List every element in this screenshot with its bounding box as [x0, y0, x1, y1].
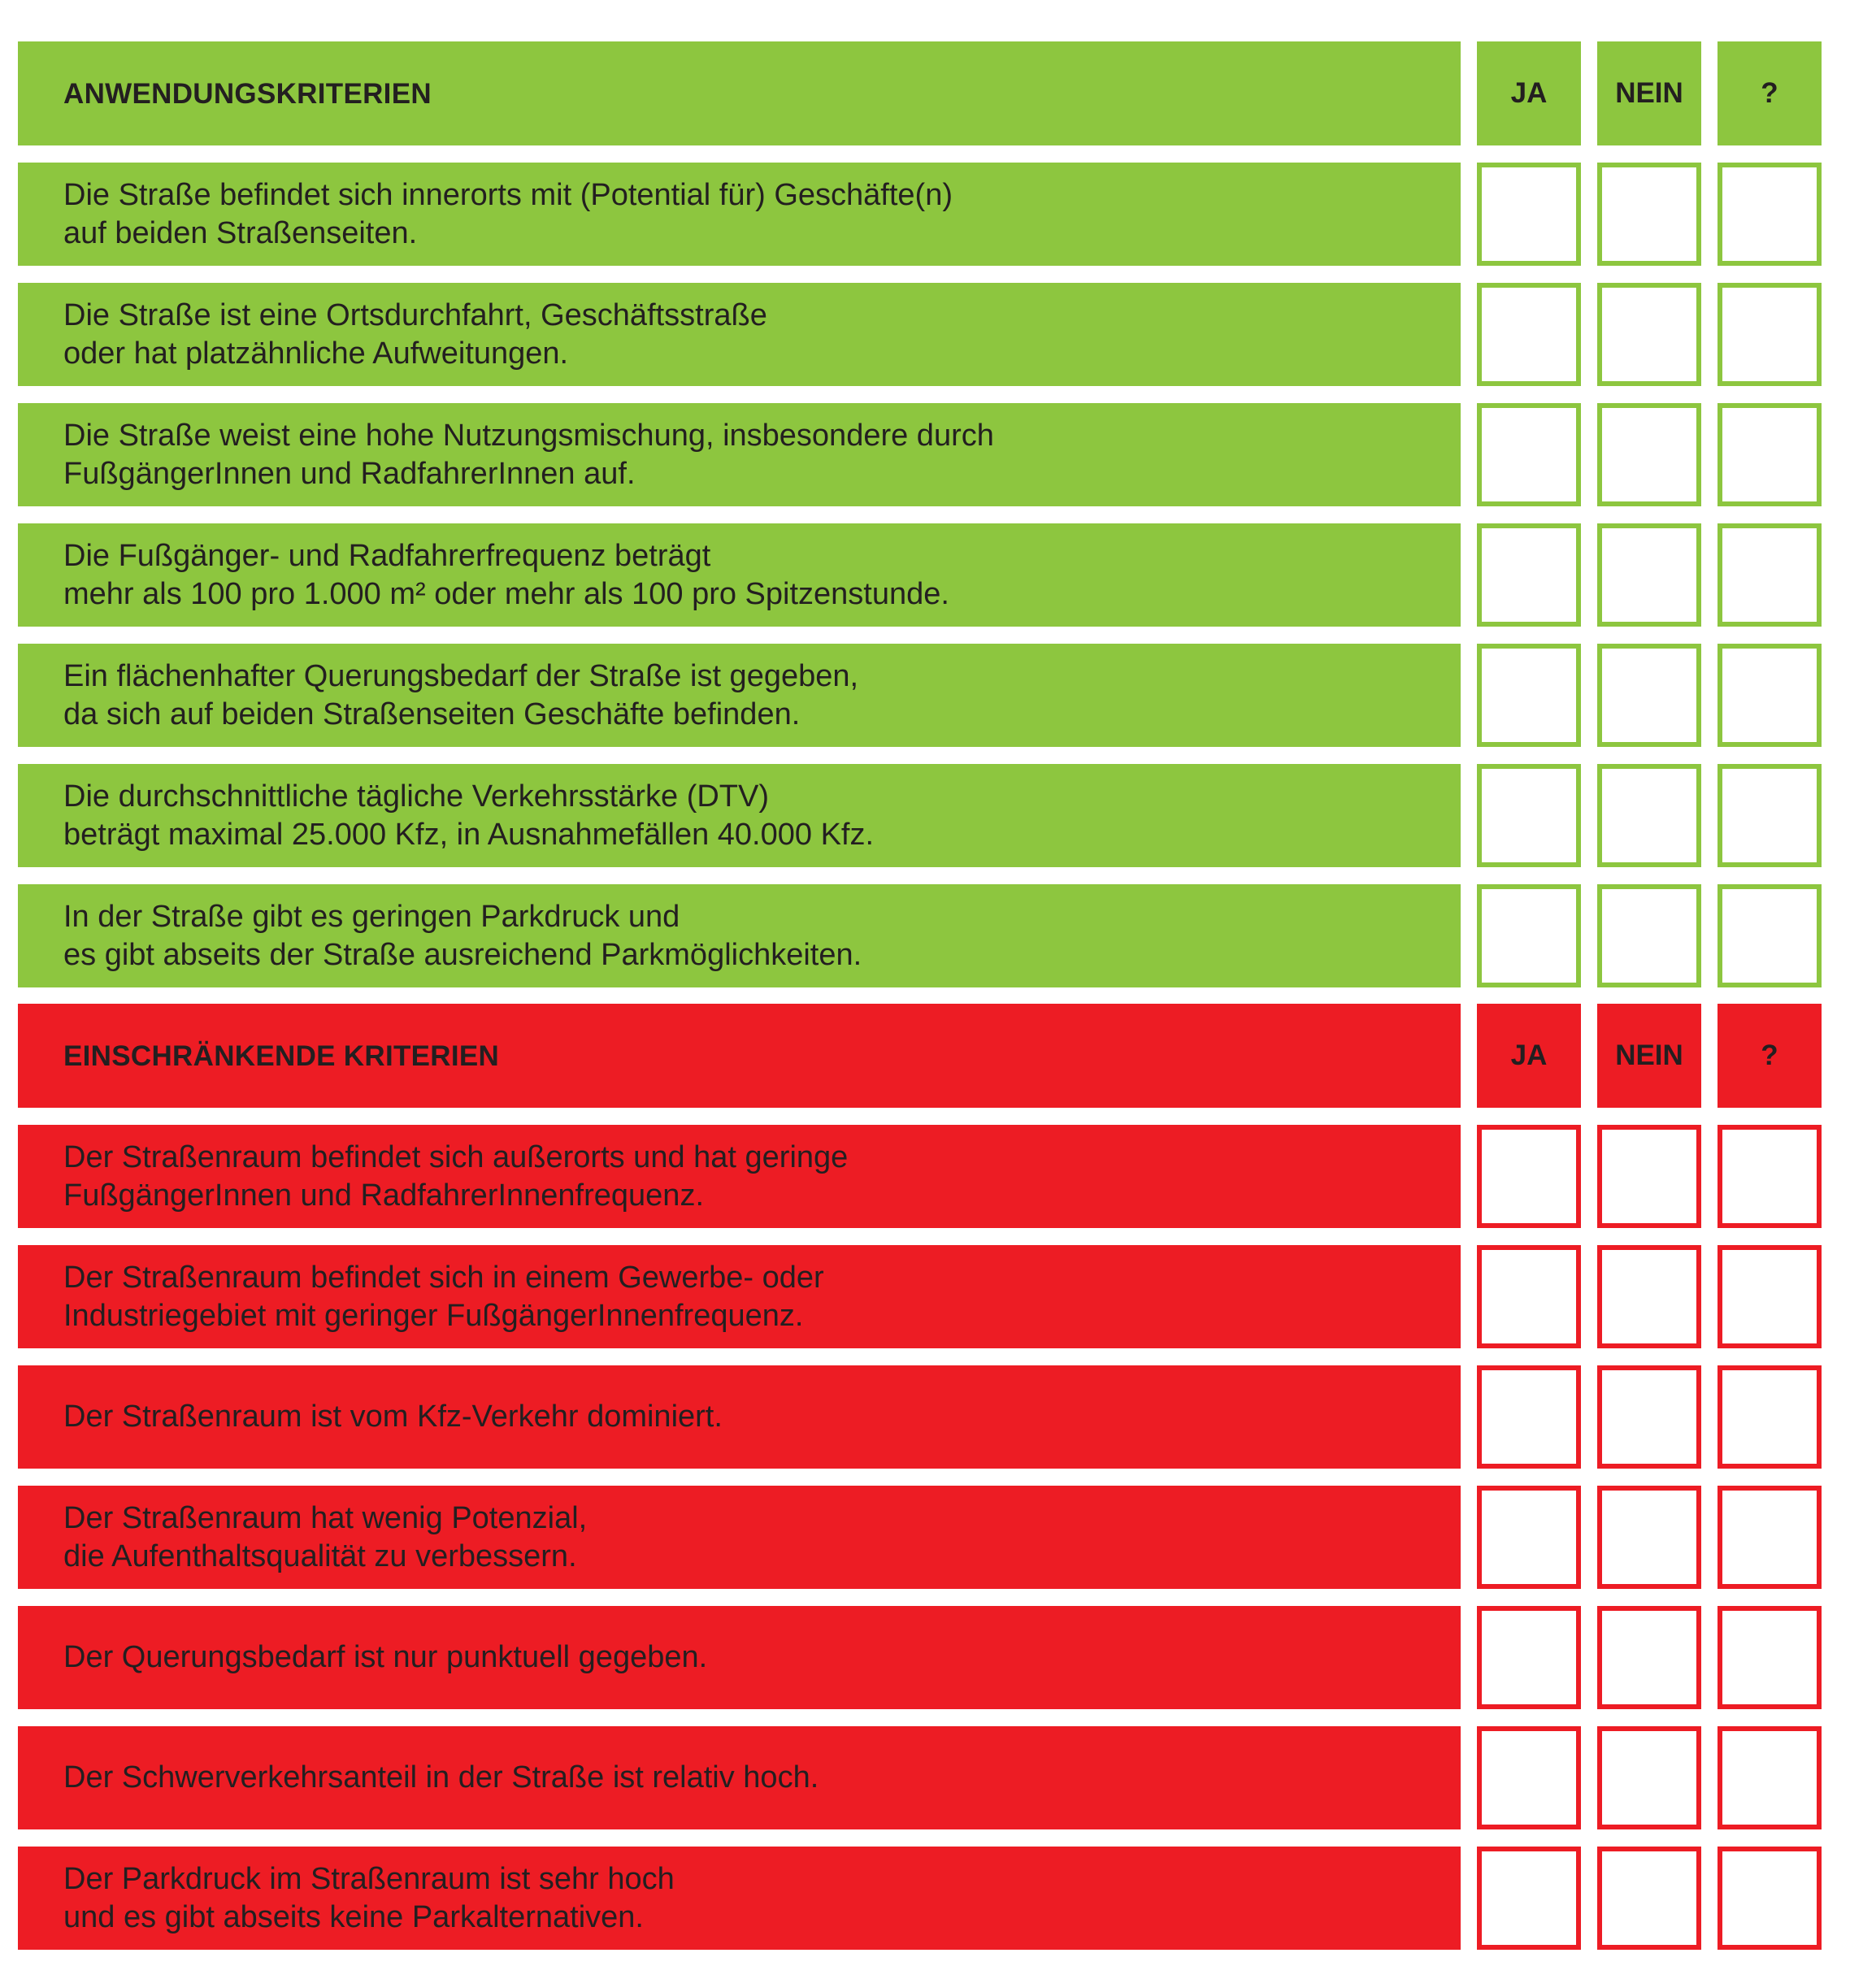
criterion-row	[18, 1726, 1824, 1829]
checkbox-nein[interactable]	[1597, 1245, 1701, 1348]
column-header-ja: JA	[1477, 41, 1581, 145]
criterion-row	[18, 1365, 1824, 1469]
column-header-unknown: ?	[1717, 41, 1822, 145]
column-header-ja: JA	[1477, 1004, 1581, 1108]
checkbox-unknown[interactable]	[1717, 884, 1822, 987]
checkbox-nein[interactable]	[1597, 1486, 1701, 1589]
column-header-unknown: ?	[1717, 1004, 1822, 1108]
checkbox-ja[interactable]	[1477, 764, 1581, 867]
checkbox-ja[interactable]	[1477, 1726, 1581, 1829]
criterion-label: Die durchschnittliche tägliche Verkehrsstärke (DTV) beträgt maximal 25.000 Kfz, in Ausnahmefällen 40.000 Kfz.	[18, 764, 1461, 867]
section-title: ANWENDUNGSKRITERIEN	[18, 41, 1461, 145]
checkbox-nein[interactable]	[1597, 1847, 1701, 1950]
criterion-row	[18, 1125, 1824, 1228]
checkbox-nein[interactable]	[1597, 764, 1701, 867]
criterion-label: In der Straße gibt es geringen Parkdruck und es gibt abseits der Straße ausreichend Parkmöglichkeiten.	[18, 884, 1461, 987]
checkbox-ja[interactable]	[1477, 1125, 1581, 1228]
criterion-row	[18, 1847, 1824, 1950]
checkbox-ja[interactable]	[1477, 1365, 1581, 1469]
checkbox-ja[interactable]	[1477, 163, 1581, 266]
checkbox-unknown[interactable]	[1717, 1486, 1822, 1589]
checkbox-ja[interactable]	[1477, 1245, 1581, 1348]
checkbox-ja[interactable]	[1477, 1606, 1581, 1709]
checkbox-ja[interactable]	[1477, 283, 1581, 386]
criterion-row	[18, 403, 1824, 506]
checkbox-nein[interactable]	[1597, 403, 1701, 506]
checkbox-unknown[interactable]	[1717, 1726, 1822, 1829]
section-anwendungskriterien	[18, 41, 1824, 1005]
section-title: EINSCHRÄNKENDE KRITERIEN	[18, 1004, 1461, 1108]
checkbox-unknown[interactable]	[1717, 1847, 1822, 1950]
column-header-nein: NEIN	[1597, 41, 1701, 145]
criterion-label: Die Straße weist eine hohe Nutzungsmischung, insbesondere durch FußgängerInnen und RadfahrerInnen auf.	[18, 403, 1461, 506]
checkbox-unknown[interactable]	[1717, 163, 1822, 266]
criterion-row	[18, 764, 1824, 867]
checkbox-nein[interactable]	[1597, 163, 1701, 266]
criterion-label: Der Parkdruck im Straßenraum ist sehr hoch und es gibt abseits keine Parkalternativen.	[18, 1847, 1461, 1950]
checkbox-unknown[interactable]	[1717, 644, 1822, 747]
section-einschraenkende-kriterien	[18, 1004, 1824, 1967]
checkbox-nein[interactable]	[1597, 1125, 1701, 1228]
section-header	[18, 41, 1824, 145]
checkbox-unknown[interactable]	[1717, 1125, 1822, 1228]
checkbox-unknown[interactable]	[1717, 403, 1822, 506]
checkbox-ja[interactable]	[1477, 523, 1581, 627]
criterion-row	[18, 1486, 1824, 1589]
criterion-label: Der Straßenraum befindet sich in einem Gewerbe- oder Industriegebiet mit geringer FußgängerInnenfrequenz.	[18, 1245, 1461, 1348]
checkbox-nein[interactable]	[1597, 1726, 1701, 1829]
checkbox-nein[interactable]	[1597, 283, 1701, 386]
checkbox-unknown[interactable]	[1717, 1365, 1822, 1469]
column-header-nein: NEIN	[1597, 1004, 1701, 1108]
criterion-label: Der Querungsbedarf ist nur punktuell gegeben.	[18, 1606, 1461, 1709]
criterion-row	[18, 1606, 1824, 1709]
criterion-label: Der Schwerverkehrsanteil in der Straße ist relativ hoch.	[18, 1726, 1461, 1829]
checkbox-ja[interactable]	[1477, 1486, 1581, 1589]
checkbox-nein[interactable]	[1597, 1365, 1701, 1469]
criterion-row	[18, 884, 1824, 987]
checkbox-ja[interactable]	[1477, 884, 1581, 987]
criterion-label: Die Straße ist eine Ortsdurchfahrt, Geschäftsstraße oder hat platzähnliche Aufweitungen.	[18, 283, 1461, 386]
criterion-row	[18, 283, 1824, 386]
checkbox-nein[interactable]	[1597, 1606, 1701, 1709]
criterion-row	[18, 523, 1824, 627]
checkbox-nein[interactable]	[1597, 884, 1701, 987]
criterion-label: Die Straße befindet sich innerorts mit (Potential für) Geschäfte(n) auf beiden Straßenseiten.	[18, 163, 1461, 266]
checkbox-nein[interactable]	[1597, 644, 1701, 747]
checkbox-nein[interactable]	[1597, 523, 1701, 627]
criterion-label: Ein flächenhafter Querungsbedarf der Straße ist gegeben, da sich auf beiden Straßenseiten Geschäfte befinden.	[18, 644, 1461, 747]
checkbox-ja[interactable]	[1477, 403, 1581, 506]
checkbox-unknown[interactable]	[1717, 523, 1822, 627]
criterion-row	[18, 1245, 1824, 1348]
criterion-label: Die Fußgänger- und Radfahrerfrequenz beträgt mehr als 100 pro 1.000 m² oder mehr als 100 pro Spitzenstunde.	[18, 523, 1461, 627]
checkbox-unknown[interactable]	[1717, 283, 1822, 386]
section-header	[18, 1004, 1824, 1108]
checkbox-unknown[interactable]	[1717, 764, 1822, 867]
checkbox-ja[interactable]	[1477, 644, 1581, 747]
criterion-row	[18, 163, 1824, 266]
criterion-label: Der Straßenraum ist vom Kfz-Verkehr dominiert.	[18, 1365, 1461, 1469]
checkbox-unknown[interactable]	[1717, 1606, 1822, 1709]
criterion-label: Der Straßenraum hat wenig Potenzial, die Aufenthaltsqualität zu verbessern.	[18, 1486, 1461, 1589]
checkbox-unknown[interactable]	[1717, 1245, 1822, 1348]
criterion-label: Der Straßenraum befindet sich außerorts und hat geringe FußgängerInnen und RadfahrerInnenfrequenz.	[18, 1125, 1461, 1228]
criterion-row	[18, 644, 1824, 747]
checkbox-ja[interactable]	[1477, 1847, 1581, 1950]
